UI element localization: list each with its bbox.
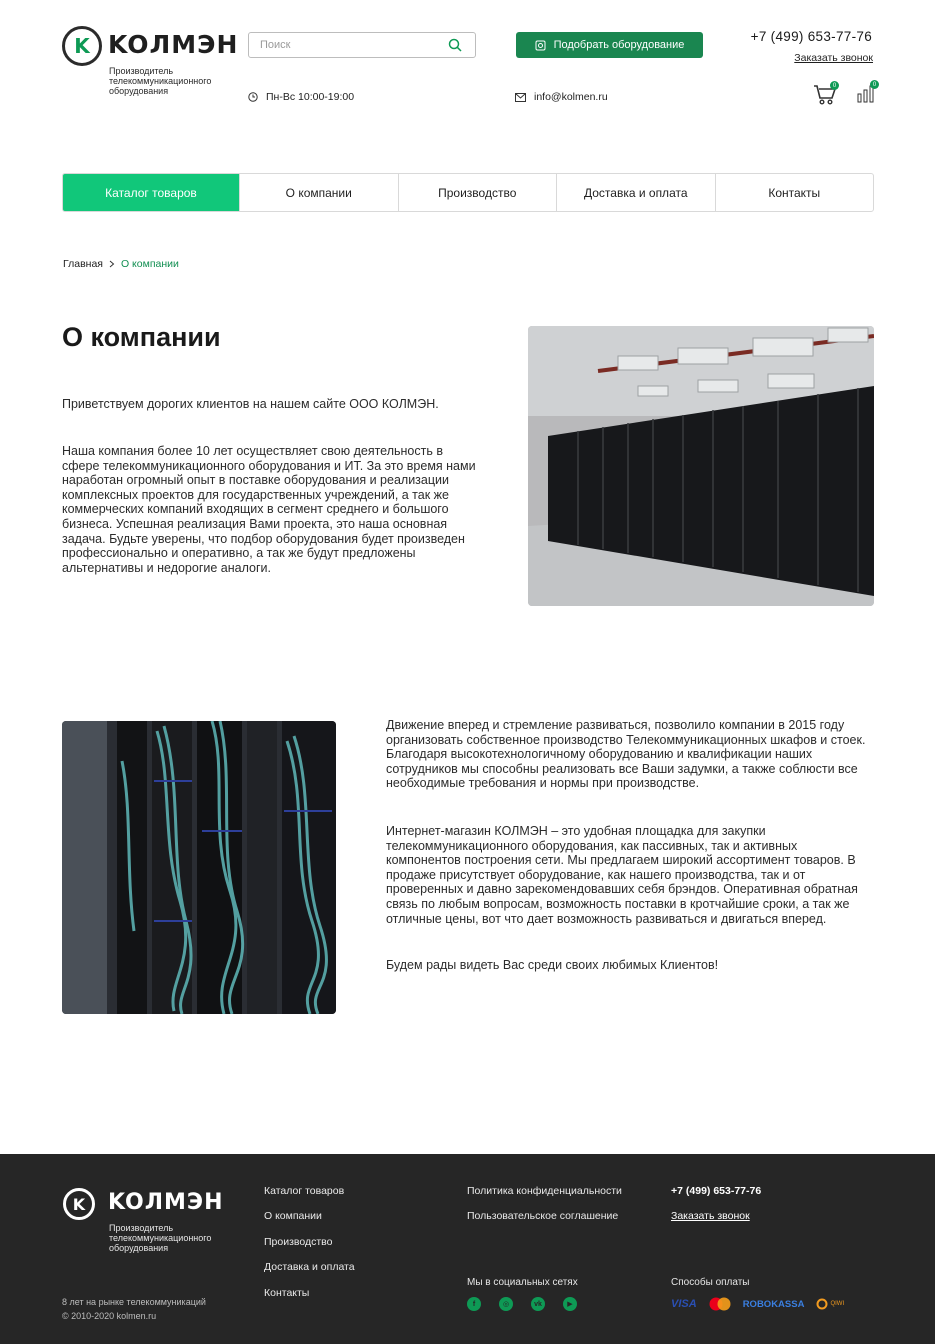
facebook-icon[interactable]: f (467, 1297, 481, 1311)
instagram-icon[interactable]: ◎ (499, 1297, 513, 1311)
social-title: Мы в социальных сетях (467, 1277, 578, 1288)
footer-years: 8 лет на рынке телекоммуникаций (62, 1297, 206, 1307)
mail-icon (515, 93, 526, 102)
header-phone[interactable]: +7 (499) 653-77-76 (750, 29, 872, 44)
email-text: info@kolmen.ru (534, 91, 608, 103)
footer-link-production[interactable]: Производство (264, 1236, 333, 1248)
main-nav (62, 173, 874, 212)
intro-text: Наша компания более 10 лет осуществляет свою деятельность в сфере телекоммуникационного оборудования и ИТ. За это время нами наработан огромный опыт в поставке оборудования и реализации комплексных проектов для государственных учреждений, а так же коммерческих компаний входящих в сегмент среднего и большого бизнеса. Успешная реализация Вами проекта, это наша основная задача. Будьте уверены, что подбор оборудования будет произведен профессионально и оперативно, а так же будут предложены альтернативы и недорогие аналоги. (62, 444, 476, 575)
production-text: Движение вперед и стремление развиваться, позволило компании в 2015 году организовать собственное производство Телекоммуникационных шкафов и стоек. Благодаря высокотехнологичному оборудованию и квалификации наших сотрудников мы способны реализовать все Ваши задумки, а также соблюсти все необходимые требования и нормы при производстве. (386, 718, 866, 791)
robokassa-logo: ROBOKASSA (742, 1298, 805, 1310)
search-input[interactable] (248, 32, 476, 58)
page-title: О компании (62, 322, 221, 352)
footer-link-contacts[interactable]: Контакты (264, 1287, 310, 1299)
footer-link-catalog[interactable]: Каталог товаров (264, 1185, 345, 1197)
server-room-image (528, 326, 874, 606)
footer-copyright: © 2010-2020 kolmen.ru (62, 1311, 157, 1321)
header-email[interactable] (515, 91, 608, 103)
pick-equipment-button[interactable] (516, 32, 703, 58)
nav-contacts[interactable]: Контакты (715, 174, 874, 211)
footer-link-about[interactable]: О компании (264, 1210, 322, 1222)
working-hours (248, 91, 354, 103)
cart-count-badge: 0 (830, 81, 839, 90)
social-links (467, 1297, 577, 1311)
user-agreement-link[interactable]: Пользовательское соглашение (467, 1210, 619, 1222)
shop-text: Интернет-магазин КОЛМЭН – это удобная площадка для закупки телекоммуникационного оборудования, как пассивных, так и активных компонентов построения сети. Мы предлагаем широкий ассортимент товаров. В продаже присутствует оборудование, как нашего производства, так и от проверенных и давно зарекомендовавших себя брэндов. Оперативная обратная связь по любым вопросам, возможность поставки в кротчайшие сроки, а так же отличные цены, вот что дает возможность развиваться и двигаться вперед. (386, 824, 858, 926)
footer-phone[interactable]: +7 (499) 653-77-76 (671, 1185, 762, 1197)
qiwi-icon (816, 1298, 828, 1310)
pick-equipment-label: Подобрать оборудование (553, 39, 685, 51)
callback-link[interactable]: Заказать звонок (794, 52, 873, 64)
footer-logo-wordmark[interactable]: KOЛMЭH (108, 1190, 224, 1215)
clock-icon (248, 92, 258, 102)
footer-tagline: Производитель телекоммуникационного оборудования (109, 1223, 212, 1253)
nav-production[interactable]: Производство (398, 174, 557, 211)
qiwi-label: QIWI (830, 1301, 845, 1307)
compare-count-badge: 0 (870, 80, 879, 89)
settings-icon (535, 40, 546, 51)
nav-delivery[interactable]: Доставка и оплата (556, 174, 715, 211)
logo-tagline: Производитель телекоммуникационного оборудования (109, 66, 212, 96)
breadcrumb-home[interactable]: Главная (63, 258, 103, 270)
footer-logo-icon[interactable]: K (63, 1188, 95, 1220)
payment-methods (671, 1297, 844, 1311)
youtube-icon[interactable]: ▶ (563, 1297, 577, 1311)
breadcrumb (63, 258, 179, 270)
visa-logo: VISA (671, 1298, 697, 1310)
privacy-policy-link[interactable]: Политика конфиденциальности (467, 1185, 622, 1197)
cable-rack-image (62, 721, 336, 1014)
chevron-right-icon (109, 260, 115, 268)
breadcrumb-current: О компании (120, 258, 179, 270)
intro-greeting: Приветствуем дорогих клиентов на нашем сайте ООО КОЛМЭН. (62, 397, 439, 411)
nav-catalog[interactable]: Каталог товаров (63, 174, 239, 211)
working-hours-text: Пн-Вс 10:00-19:00 (266, 91, 355, 103)
mastercard-logo (709, 1297, 731, 1311)
footer-callback-link[interactable]: Заказать звонок (671, 1210, 750, 1222)
closing-text: Будем рады видеть Вас среди своих любимых Клиентов! (386, 958, 719, 972)
qiwi-logo (816, 1298, 844, 1310)
search-icon[interactable] (448, 38, 462, 52)
nav-about[interactable]: О компании (239, 174, 398, 211)
vk-icon[interactable]: vk (531, 1297, 545, 1311)
logo-wordmark[interactable]: KOЛMЭH (108, 30, 239, 59)
logo-icon[interactable]: K (62, 26, 102, 66)
footer-link-delivery[interactable]: Доставка и оплата (264, 1261, 355, 1273)
payment-title: Способы оплаты (671, 1277, 750, 1288)
